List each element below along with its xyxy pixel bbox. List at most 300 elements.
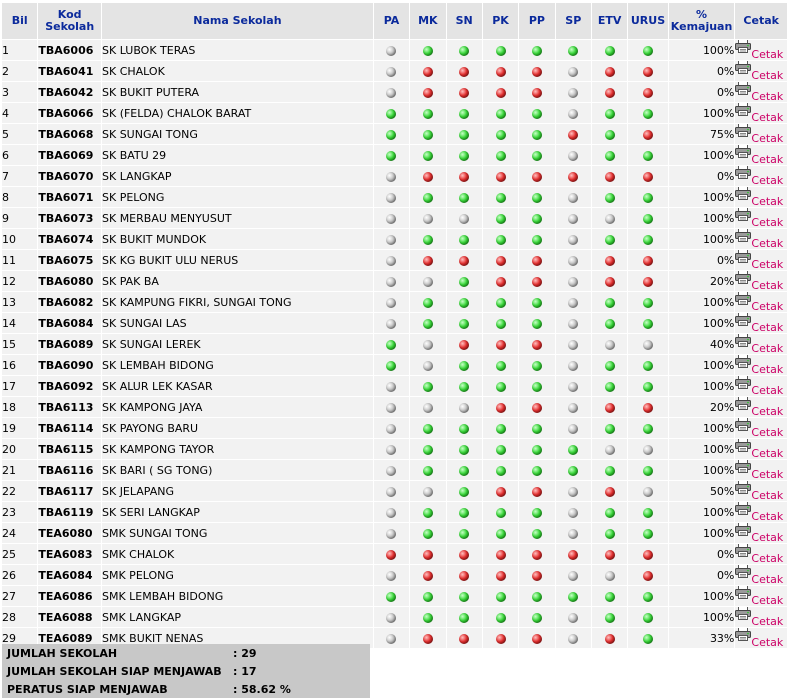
row-bil: 17 [2,376,37,396]
row-kod-sekolah: TBA6074 [38,229,101,249]
status-green-indicator-icon [459,613,469,623]
status-grey-indicator-icon [386,529,396,539]
status-cell-pp [519,292,554,312]
printer-icon[interactable] [735,607,751,623]
status-cell-pk [483,250,518,270]
printer-icon[interactable] [735,229,751,245]
printer-icon[interactable] [735,397,751,413]
status-grey-indicator-icon [568,298,578,308]
status-green-indicator-icon [459,319,469,329]
status-cell-mk [410,376,445,396]
table-body [2,40,787,648]
status-green-indicator-icon [532,529,542,539]
cetak-link[interactable]: Cetak [751,278,784,291]
status-grey-indicator-icon [568,319,578,329]
status-grey-indicator-icon [568,571,578,581]
cetak-cell [735,40,787,60]
status-red-indicator-icon [459,550,469,560]
row-kemajuan: 100% [669,502,735,522]
status-cell-sp [556,376,591,396]
status-grey-indicator-icon [423,340,433,350]
status-red-indicator-icon [459,634,469,644]
cetak-link[interactable]: Cetak [751,215,784,228]
cetak-link[interactable]: Cetak [751,299,784,312]
status-cell-pk [483,439,518,459]
status-grey-indicator-icon [568,613,578,623]
status-green-indicator-icon [605,361,615,371]
status-green-indicator-icon [459,529,469,539]
status-cell-sp [556,208,591,228]
cetak-link[interactable]: Cetak [751,341,784,354]
cetak-link[interactable]: Cetak [751,47,784,60]
status-cell-sn [447,355,482,375]
status-cell-mk [410,271,445,291]
status-cell-pa [374,481,409,501]
col-kemajuan-line2: Kemajuan [670,20,733,33]
status-red-indicator-icon [496,172,506,182]
status-cell-urus [628,418,667,438]
printer-icon[interactable] [735,40,751,56]
row-bil: 5 [2,124,37,144]
status-cell-urus [628,124,667,144]
status-cell-sn [447,502,482,522]
status-green-indicator-icon [532,298,542,308]
status-cell-mk [410,565,445,585]
row-nama-sekolah: SK JELAPANG [102,481,373,501]
cetak-cell [735,565,787,585]
status-grey-indicator-icon [423,487,433,497]
status-cell-pa [374,124,409,144]
status-cell-etv [592,82,627,102]
table-row [2,481,787,501]
col-kod-line2: Sekolah [45,20,95,33]
cetak-link[interactable]: Cetak [751,551,784,564]
summary-jumlah-sekolah [7,645,257,663]
cetak-cell [735,103,787,123]
printer-icon[interactable] [735,82,751,98]
status-green-indicator-icon [423,109,433,119]
row-kemajuan: 100% [669,586,735,606]
status-grey-indicator-icon [386,277,396,287]
status-cell-urus [628,397,667,417]
status-cell-etv [592,187,627,207]
status-cell-sp [556,292,591,312]
printer-icon[interactable] [735,271,751,287]
status-green-indicator-icon [496,529,506,539]
printer-icon[interactable] [735,292,751,308]
printer-icon[interactable] [735,523,751,539]
printer-icon[interactable] [735,376,751,392]
cetak-link[interactable]: Cetak [751,572,784,585]
status-cell-sn [447,544,482,564]
table-row [2,523,787,543]
status-green-indicator-icon [459,424,469,434]
status-cell-etv [592,565,627,585]
printer-icon[interactable] [735,481,751,497]
row-kod-sekolah: TBA6119 [38,502,101,522]
status-cell-mk [410,523,445,543]
status-grey-indicator-icon [386,256,396,266]
status-cell-sn [447,397,482,417]
cetak-link[interactable]: Cetak [751,383,784,396]
status-cell-pp [519,187,554,207]
status-cell-sn [447,271,482,291]
status-green-indicator-icon [459,235,469,245]
summary-peratus [7,681,291,699]
printer-icon[interactable] [735,628,751,644]
status-green-indicator-icon [496,151,506,161]
status-green-indicator-icon [459,361,469,371]
row-nama-sekolah: SK (FELDA) CHALOK BARAT [102,103,373,123]
row-kemajuan: 50% [669,481,735,501]
printer-icon[interactable] [735,418,751,434]
status-cell-pa [374,460,409,480]
printer-icon[interactable] [735,460,751,476]
status-green-indicator-icon [605,382,615,392]
status-green-indicator-icon [568,466,578,476]
status-red-indicator-icon [459,256,469,266]
status-cell-sn [447,40,482,60]
row-nama-sekolah: SMK CHALOK [102,544,373,564]
status-green-indicator-icon [643,319,653,329]
row-kod-sekolah: TEA6086 [38,586,101,606]
status-cell-urus [628,82,667,102]
status-cell-pk [483,208,518,228]
cetak-link[interactable]: Cetak [751,509,784,522]
status-cell-mk [410,124,445,144]
status-red-indicator-icon [423,256,433,266]
status-green-indicator-icon [496,298,506,308]
status-red-indicator-icon [643,403,653,413]
status-green-indicator-icon [643,214,653,224]
cetak-link[interactable]: Cetak [751,635,784,648]
status-red-indicator-icon [423,88,433,98]
status-grey-indicator-icon [386,214,396,224]
printer-icon[interactable] [735,250,751,266]
cetak-cell [735,355,787,375]
row-kemajuan: 100% [669,355,735,375]
status-cell-pk [483,460,518,480]
cetak-link[interactable]: Cetak [751,173,784,186]
printer-icon[interactable] [735,103,751,119]
row-bil: 8 [2,187,37,207]
cetak-link[interactable]: Cetak [751,425,784,438]
status-cell-pk [483,586,518,606]
row-kemajuan: 0% [669,166,735,186]
row-kod-sekolah: TEA6084 [38,565,101,585]
status-cell-pp [519,229,554,249]
status-green-indicator-icon [643,109,653,119]
status-cell-pa [374,313,409,333]
status-cell-etv [592,607,627,627]
status-cell-sp [556,481,591,501]
status-cell-pk [483,397,518,417]
status-cell-pk [483,124,518,144]
cetak-cell [735,271,787,291]
row-kemajuan: 0% [669,61,735,81]
status-cell-pa [374,61,409,81]
cetak-link[interactable]: Cetak [751,257,784,270]
col-sp: SP [556,3,591,39]
status-green-indicator-icon [459,130,469,140]
cetak-link[interactable]: Cetak [751,152,784,165]
status-cell-pa [374,292,409,312]
status-grey-indicator-icon [386,571,396,581]
status-green-indicator-icon [532,592,542,602]
status-cell-sn [447,565,482,585]
status-grey-indicator-icon [386,67,396,77]
status-red-indicator-icon [496,277,506,287]
status-green-indicator-icon [423,151,433,161]
row-kemajuan: 100% [669,208,735,228]
status-green-indicator-icon [568,46,578,56]
status-grey-indicator-icon [459,214,469,224]
status-green-indicator-icon [643,382,653,392]
summary-siap-menjawab [7,663,257,681]
status-cell-urus [628,439,667,459]
status-green-indicator-icon [423,298,433,308]
row-kod-sekolah: TBA6041 [38,61,101,81]
row-bil: 19 [2,418,37,438]
status-cell-urus [628,565,667,585]
row-bil: 23 [2,502,37,522]
row-bil: 10 [2,229,37,249]
row-nama-sekolah: SK SUNGAI TONG [102,124,373,144]
printer-icon[interactable] [735,586,751,602]
cetak-link[interactable]: Cetak [751,236,784,249]
status-red-indicator-icon [532,277,542,287]
status-cell-sp [556,334,591,354]
status-green-indicator-icon [423,130,433,140]
printer-icon[interactable] [735,145,751,161]
status-cell-pa [374,40,409,60]
row-nama-sekolah: SK KAMPONG TAYOR [102,439,373,459]
status-cell-pk [483,523,518,543]
row-nama-sekolah: SK SUNGAI LEREK [102,334,373,354]
status-red-indicator-icon [605,67,615,77]
table-row [2,607,787,627]
status-grey-indicator-icon [459,403,469,413]
cetak-link[interactable]: Cetak [751,530,784,543]
status-green-indicator-icon [532,193,542,203]
status-cell-mk [410,250,445,270]
status-grey-indicator-icon [568,340,578,350]
status-cell-sn [447,145,482,165]
cetak-cell [735,586,787,606]
cetak-link[interactable]: Cetak [751,467,784,480]
row-kemajuan: 100% [669,607,735,627]
status-red-indicator-icon [496,403,506,413]
table-row [2,544,787,564]
status-cell-etv [592,166,627,186]
row-kod-sekolah: TEA6080 [38,523,101,543]
status-cell-pp [519,355,554,375]
status-grey-indicator-icon [386,235,396,245]
status-red-indicator-icon [496,550,506,560]
status-cell-urus [628,502,667,522]
status-cell-pp [519,460,554,480]
status-green-indicator-icon [643,235,653,245]
status-cell-pa [374,271,409,291]
status-grey-indicator-icon [605,571,615,581]
status-cell-mk [410,397,445,417]
status-cell-pp [519,376,554,396]
cetak-link[interactable]: Cetak [751,110,784,123]
table-row [2,418,787,438]
cetak-link[interactable]: Cetak [751,320,784,333]
row-bil: 25 [2,544,37,564]
status-grey-indicator-icon [568,214,578,224]
status-cell-pk [483,334,518,354]
row-kemajuan: 100% [669,439,735,459]
status-grey-indicator-icon [568,256,578,266]
status-cell-pa [374,355,409,375]
printer-icon[interactable] [735,124,751,140]
status-cell-sp [556,418,591,438]
status-red-indicator-icon [532,340,542,350]
printer-icon[interactable] [735,187,751,203]
printer-icon[interactable] [735,166,751,182]
status-cell-etv [592,397,627,417]
cetak-link[interactable]: Cetak [751,362,784,375]
row-nama-sekolah: SK BUKIT MUNDOK [102,229,373,249]
status-cell-sn [447,418,482,438]
row-nama-sekolah: SK MERBAU MENYUSUT [102,208,373,228]
status-green-indicator-icon [386,592,396,602]
status-cell-etv [592,61,627,81]
row-nama-sekolah: SK CHALOK [102,61,373,81]
status-green-indicator-icon [423,466,433,476]
status-green-indicator-icon [423,193,433,203]
summary-panel [2,644,370,698]
row-nama-sekolah: SK LANGKAP [102,166,373,186]
row-kod-sekolah: TBA6073 [38,208,101,228]
status-green-indicator-icon [532,235,542,245]
status-green-indicator-icon [423,319,433,329]
status-cell-etv [592,124,627,144]
status-cell-pk [483,565,518,585]
printer-icon[interactable] [735,544,751,560]
status-cell-etv [592,292,627,312]
cetak-link[interactable]: Cetak [751,593,784,606]
table-row [2,355,787,375]
status-cell-urus [628,523,667,543]
status-red-indicator-icon [459,571,469,581]
row-kod-sekolah: TBA6082 [38,292,101,312]
cetak-cell [735,607,787,627]
cetak-link[interactable]: Cetak [751,194,784,207]
row-bil: 14 [2,313,37,333]
status-cell-pk [483,502,518,522]
cetak-link[interactable]: Cetak [751,614,784,627]
row-bil: 26 [2,565,37,585]
status-green-indicator-icon [496,382,506,392]
status-green-indicator-icon [459,151,469,161]
status-green-indicator-icon [459,466,469,476]
status-cell-pa [374,145,409,165]
printer-icon[interactable] [735,208,751,224]
printer-icon[interactable] [735,565,751,581]
cetak-link[interactable]: Cetak [751,488,784,501]
status-grey-indicator-icon [568,487,578,497]
header-row [2,3,787,39]
printer-icon[interactable] [735,61,751,77]
status-grey-indicator-icon [423,361,433,371]
status-red-indicator-icon [532,634,542,644]
row-bil: 7 [2,166,37,186]
status-red-indicator-icon [386,550,396,560]
row-nama-sekolah: SMK LEMBAH BIDONG [102,586,373,606]
cetak-cell [735,61,787,81]
row-kemajuan: 100% [669,418,735,438]
cetak-link[interactable]: Cetak [751,131,784,144]
status-cell-sp [556,145,591,165]
summary-jumlah-sekolah-label: JUMLAH SEKOLAH [7,647,118,660]
status-cell-etv [592,544,627,564]
status-cell-pk [483,271,518,291]
status-grey-indicator-icon [568,382,578,392]
cetak-link[interactable]: Cetak [751,446,784,459]
status-cell-pk [483,103,518,123]
status-cell-sp [556,607,591,627]
status-grey-indicator-icon [643,487,653,497]
status-cell-mk [410,40,445,60]
status-cell-pp [519,607,554,627]
status-green-indicator-icon [532,151,542,161]
status-cell-urus [628,334,667,354]
status-cell-mk [410,628,445,648]
row-kod-sekolah: TBA6084 [38,313,101,333]
status-cell-sp [556,313,591,333]
status-cell-etv [592,481,627,501]
status-cell-mk [410,145,445,165]
status-red-indicator-icon [496,571,506,581]
row-nama-sekolah: SK SERI LANGKAP [102,502,373,522]
status-cell-etv [592,145,627,165]
status-grey-indicator-icon [568,529,578,539]
printer-icon[interactable] [735,313,751,329]
row-kod-sekolah: TBA6089 [38,334,101,354]
status-cell-pa [374,187,409,207]
status-green-indicator-icon [643,361,653,371]
status-cell-urus [628,607,667,627]
status-cell-pa [374,439,409,459]
status-red-indicator-icon [423,571,433,581]
cetak-link[interactable]: Cetak [751,68,784,81]
status-green-indicator-icon [605,235,615,245]
cetak-cell [735,334,787,354]
status-cell-pk [483,628,518,648]
status-red-indicator-icon [643,277,653,287]
table-row [2,208,787,228]
status-cell-etv [592,523,627,543]
status-cell-sp [556,82,591,102]
printer-icon[interactable] [735,334,751,350]
cetak-link[interactable]: Cetak [751,404,784,417]
col-cetak: Cetak [735,3,787,39]
status-red-indicator-icon [496,256,506,266]
printer-icon[interactable] [735,355,751,371]
printer-icon[interactable] [735,502,751,518]
printer-icon[interactable] [735,439,751,455]
status-green-indicator-icon [496,130,506,140]
status-cell-etv [592,355,627,375]
cetak-link[interactable]: Cetak [751,89,784,102]
row-nama-sekolah: SK BARI ( SG TONG) [102,460,373,480]
status-red-indicator-icon [532,88,542,98]
status-grey-indicator-icon [386,319,396,329]
row-kemajuan: 100% [669,523,735,543]
